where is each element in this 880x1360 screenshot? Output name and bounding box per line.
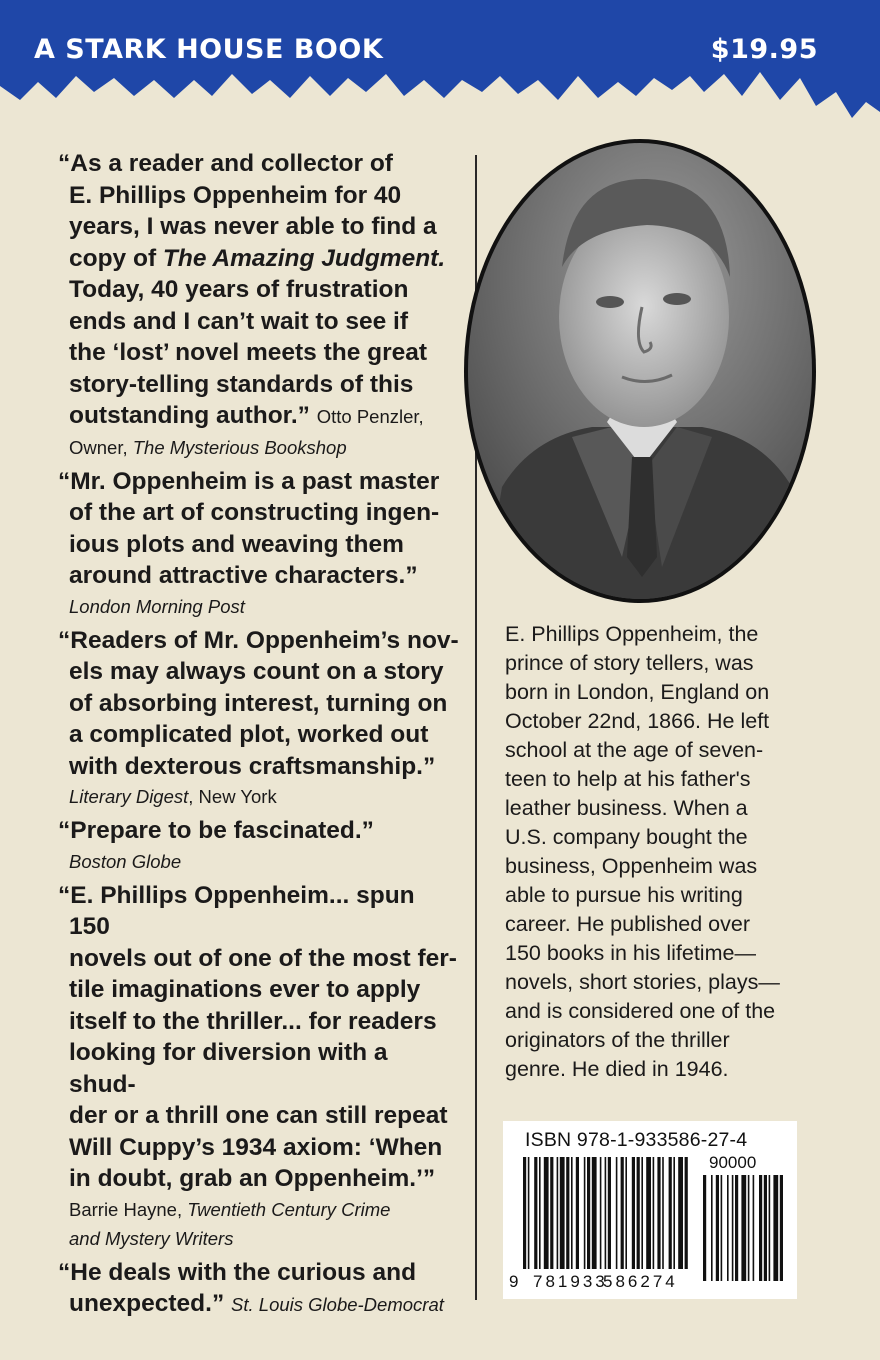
barcode-bar [669, 1157, 672, 1269]
barcode-bar [600, 1157, 602, 1269]
portrait-photo [462, 137, 818, 605]
barcode-bar [576, 1157, 579, 1269]
barcode-bar [557, 1157, 559, 1269]
barcode-bar [534, 1157, 537, 1269]
quote-attribution [50, 433, 460, 462]
quote-line: “Mr. Oppenheim is a past master [58, 467, 440, 495]
quote-line: of absorbing interest, turning on [69, 689, 448, 717]
addon-bar [721, 1175, 723, 1281]
quote-text [50, 1257, 460, 1321]
attribution-role: Owner, [69, 436, 133, 458]
bio-line: novels, short stories, plays— [505, 970, 780, 994]
barcode-bar [544, 1157, 549, 1269]
quote-line: in doubt, grab an Oppenheim.’” [69, 1165, 436, 1192]
barcode-bar [653, 1157, 655, 1269]
attribution-name: Barrie Hayne, [69, 1198, 188, 1220]
quote-line: novels out of one of the most fer- [69, 944, 457, 972]
addon-bar [741, 1175, 746, 1281]
barcode-bar [560, 1157, 565, 1269]
quote-line: “He deals with the curious and [58, 1258, 417, 1286]
quote-line: around attractive characters.” [69, 562, 418, 589]
top-banner [0, 0, 880, 130]
author-bio [505, 620, 825, 1084]
quote-line: with dexterous craftsmanship.” [69, 752, 436, 780]
bio-line: able to pursue his writing [505, 883, 743, 907]
review-quotes [50, 148, 460, 1321]
barcode-bar [641, 1157, 643, 1269]
addon-bar [727, 1175, 729, 1281]
quote-line: looking for diversion with a shud- [69, 1039, 388, 1098]
attribution-source: Literary Digest [69, 786, 189, 807]
quote-line: Today, 40 years of frustration [69, 276, 409, 303]
barcode-bar [616, 1157, 618, 1269]
quote-line: ious plots and weaving them [69, 530, 404, 558]
barcode-bar [550, 1157, 553, 1269]
quote-penzler [50, 148, 460, 462]
addon-bar [780, 1175, 783, 1281]
quote-attribution [50, 847, 460, 876]
addon-bar [753, 1175, 755, 1281]
bio-line: born in London, England on [505, 680, 770, 704]
attribution-location: , New York [188, 786, 277, 807]
banner-background [0, 0, 880, 130]
quote-attribution: Otto Penzler, [316, 406, 424, 427]
quote-text [50, 625, 460, 783]
barcode-bar [566, 1157, 569, 1269]
quote-line: “E. Phillips Oppenheim... spun 150 [58, 881, 415, 940]
quote-literary-digest [50, 625, 460, 812]
price-label: $19.95 [710, 34, 818, 65]
addon-bar [711, 1175, 713, 1281]
quote-line: the ‘lost’ novel meets the great [69, 339, 428, 366]
barcode-bar [632, 1157, 635, 1269]
quote-text [50, 880, 460, 1195]
book-title: The Amazing Judgment. [162, 244, 446, 272]
quote-line: “As a reader and collector of [58, 150, 393, 177]
barcode-bar [625, 1157, 627, 1269]
quote-attribution [50, 782, 460, 811]
bio-line: career. He published over [505, 912, 751, 936]
quote-line: “Readers of Mr. Oppenheim’s nov- [58, 626, 459, 654]
barcode-bar [662, 1157, 664, 1269]
quote-line: Will Cuppy’s 1934 axiom: ‘When [69, 1133, 443, 1161]
bio-line: E. Phillips Oppenheim, the [505, 622, 759, 646]
attribution-source: Boston Globe [69, 850, 182, 872]
addon-bar [732, 1175, 734, 1281]
attribution-source: London Morning Post [69, 595, 245, 617]
ean-left-digits: 781933 [533, 1272, 608, 1291]
bio-line: and is considered one of the [505, 999, 776, 1023]
barcode-bar [657, 1157, 660, 1269]
barcode-bar [678, 1157, 683, 1269]
addon-bar [769, 1175, 771, 1281]
ean-right-digits: 586274 [603, 1272, 678, 1291]
barcode-bar [587, 1157, 590, 1269]
quote-globe-democrat [50, 1257, 460, 1321]
quote-text [50, 148, 460, 433]
quote-line: unexpected.” [69, 1290, 225, 1317]
addon-bar [703, 1175, 706, 1281]
barcode-bar [592, 1157, 597, 1269]
quote-line: story-telling standards of this [69, 370, 414, 398]
addon-bar [748, 1175, 750, 1281]
quote-line: E. Phillips Oppenheim for 40 [69, 181, 402, 209]
publisher-imprint: A STARK HOUSE BOOK [34, 34, 384, 65]
bio-line: genre. He died in 1946. [505, 1057, 729, 1081]
barcode-bar [637, 1157, 640, 1269]
quote-boston-globe [50, 815, 460, 876]
attribution-source: Twentieth Century Crime [187, 1198, 391, 1220]
bio-line: originators of the thriller [505, 1028, 730, 1052]
barcode-bar [685, 1157, 688, 1269]
quote-line: years, I was never able to find a [69, 213, 437, 240]
quote-line: “Prepare to be fascinated.” [58, 817, 374, 844]
quote-hayne [50, 880, 460, 1253]
author-portrait [462, 137, 818, 610]
quote-line: copy of [69, 244, 163, 272]
barcode-bar [673, 1157, 675, 1269]
quote-text [50, 815, 460, 847]
quote-attribution [50, 592, 460, 621]
addon-bar [764, 1175, 767, 1281]
ean-first-digit: 9 [509, 1272, 519, 1291]
barcode-bar [539, 1157, 541, 1269]
isbn-barcode [503, 1121, 797, 1299]
quote-text [50, 466, 460, 592]
quote-line: outstanding author.” [69, 402, 310, 429]
bio-line: school at the age of seven- [505, 738, 764, 762]
bio-line: U.S. company bought the [505, 825, 748, 849]
bio-line: October 22nd, 1866. He left [505, 709, 770, 733]
quote-line: a complicated plot, worked out [69, 721, 429, 748]
quote-line: itself to the thriller... for readers [69, 1007, 437, 1035]
barcode-bar [621, 1157, 624, 1269]
barcode-bar [605, 1157, 607, 1269]
attribution-source: The Mysterious Bookshop [132, 436, 347, 458]
addon-bar [759, 1175, 762, 1281]
quote-line: of the art of constructing ingen- [69, 499, 440, 526]
quote-line: der or a thrill one can still repeat [69, 1102, 448, 1129]
barcode-bar [584, 1157, 586, 1269]
isbn-number: ISBN 978-1-933586-27-4 [525, 1129, 748, 1151]
quote-line: els may always count on a story [69, 658, 444, 685]
price-addon-number: 90000 [709, 1153, 757, 1172]
quote-line: ends and I can’t wait to see if [69, 307, 408, 335]
quote-attribution: St. Louis Globe-Democrat [231, 1294, 444, 1315]
barcode-bar [523, 1157, 526, 1269]
addon-bar [773, 1175, 778, 1281]
attribution-source: and Mystery Writers [69, 1227, 234, 1249]
quote-morning-post [50, 466, 460, 621]
bio-line: business, Oppenheim was [505, 854, 758, 878]
barcode-bar [528, 1157, 530, 1269]
barcode-bar [646, 1157, 651, 1269]
barcode-bar [608, 1157, 611, 1269]
quote-attribution [50, 1195, 460, 1253]
bio-line: prince of story tellers, was [505, 651, 754, 675]
bio-line: 150 books in his lifetime— [505, 941, 756, 965]
addon-bar [716, 1175, 719, 1281]
addon-bar [735, 1175, 738, 1281]
quote-line: tile imaginations ever to apply [69, 976, 421, 1003]
bio-line: teen to help at his father's [505, 767, 751, 791]
bio-line: leather business. When a [505, 796, 748, 820]
barcode-bar [571, 1157, 573, 1269]
